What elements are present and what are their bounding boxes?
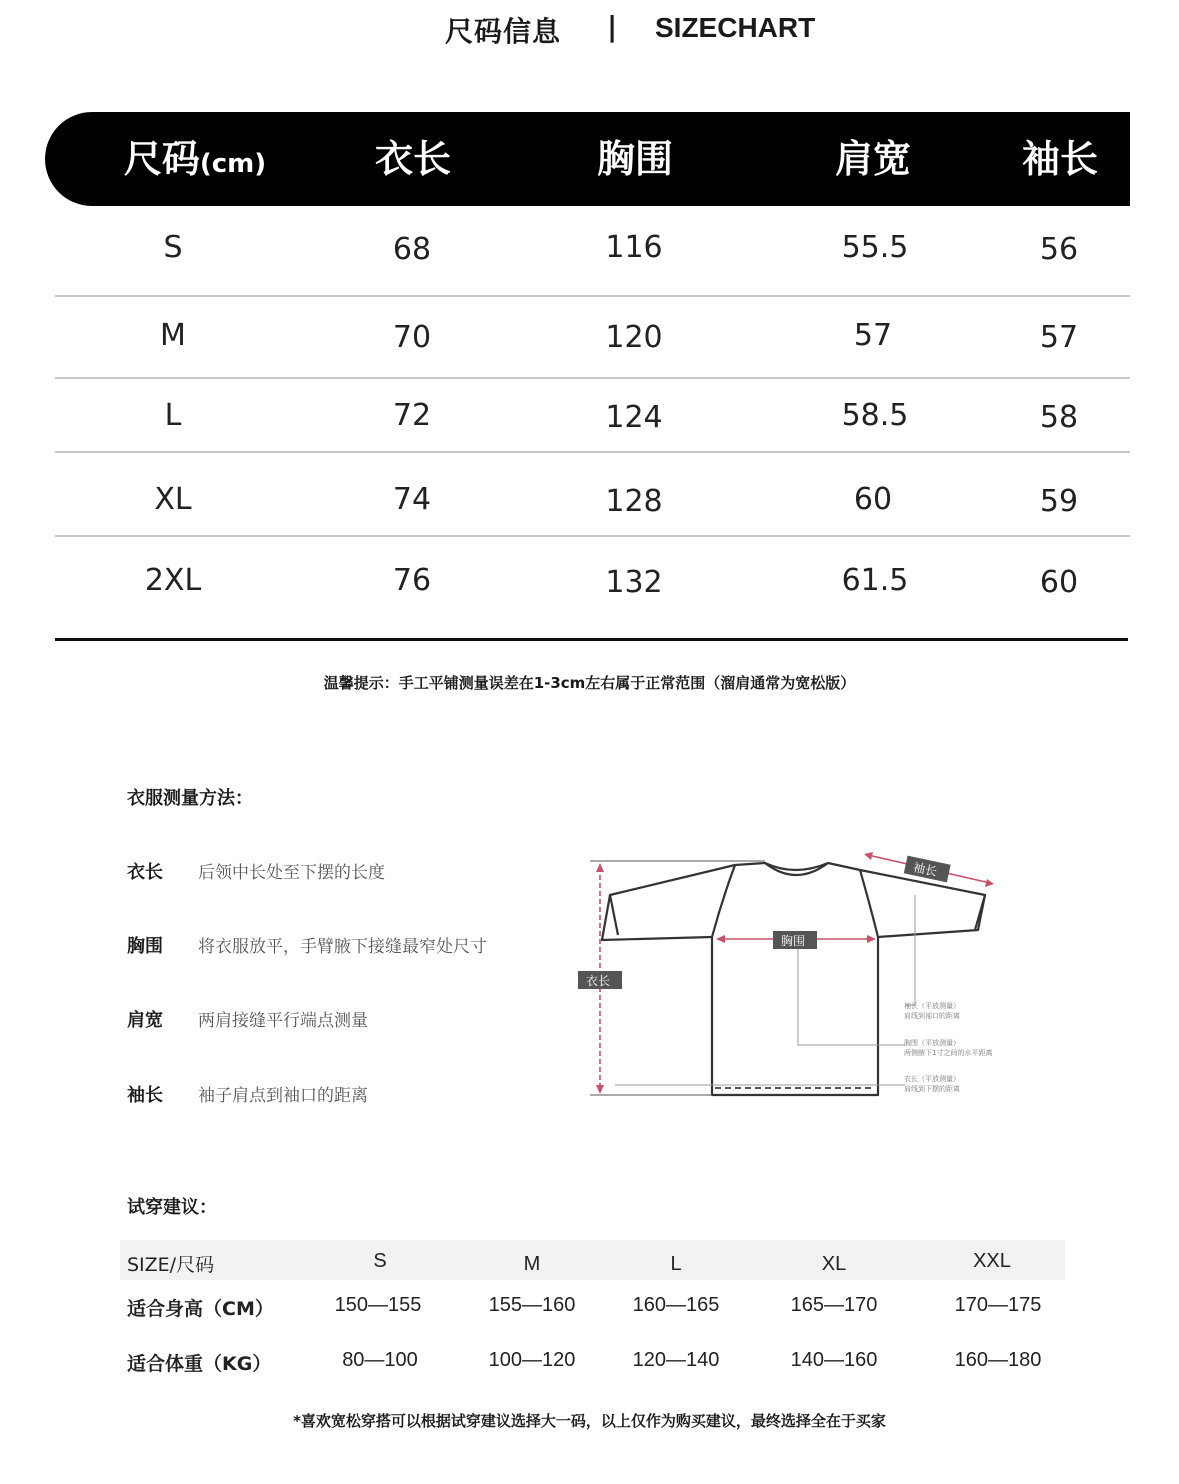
- fit-weight-cell: 140—160: [790, 1349, 878, 1371]
- measure-section-title: 衣服测量方法：: [127, 788, 253, 809]
- fit-size-s: S: [373, 1250, 387, 1272]
- cell-chest: 120: [605, 320, 663, 355]
- measure-desc-chest: 将衣服放平，手臂腋下接缝最窄处尺寸: [198, 937, 487, 957]
- fit-header-label: SIZE/尺码: [127, 1254, 215, 1276]
- garment-measurement-diagram: [570, 845, 1050, 1110]
- sleeve-label: 袖长: [911, 860, 939, 879]
- cell-sleeve: 57: [1039, 320, 1079, 355]
- cell-shoulder: 60: [853, 482, 893, 517]
- fit-height-label: 适合身高（CM）: [127, 1298, 274, 1320]
- measure-label-shoulder: 肩宽: [127, 1010, 163, 1031]
- cell-size: 2XL: [144, 563, 202, 598]
- fit-size-xl: XL: [821, 1253, 847, 1275]
- fit-size-xxl: XXL: [973, 1250, 1011, 1272]
- cell-chest: 128: [605, 484, 663, 519]
- fit-height-cell: 160—165: [632, 1294, 720, 1316]
- page-title-english: SIZECHART: [655, 12, 816, 43]
- fit-weight-cell: 160—180: [954, 1349, 1042, 1371]
- note-length-line1: 衣长（平放测量）: [904, 1075, 960, 1083]
- measure-label-length: 衣长: [127, 862, 163, 883]
- cell-sleeve: 59: [1039, 484, 1079, 519]
- cell-shoulder: 57: [853, 318, 893, 353]
- measure-desc-shoulder: 两肩接缝平行端点测量: [198, 1011, 368, 1031]
- row-divider: [55, 451, 1130, 453]
- size-table-header: [45, 112, 1130, 206]
- fit-weight-label: 适合体重（KG）: [127, 1353, 272, 1375]
- cell-size: L: [164, 398, 182, 433]
- note-length-line2: 肩线到下摆的距离: [904, 1085, 960, 1093]
- fit-weight-cell: 100—120: [488, 1349, 576, 1371]
- cell-shoulder: 55.5: [841, 230, 909, 265]
- cell-shoulder: 58.5: [841, 398, 909, 433]
- cell-size: XL: [154, 482, 192, 517]
- fit-height-cell: 165—170: [790, 1294, 878, 1316]
- tshirt-outline: [602, 863, 985, 1095]
- fit-size-m: M: [523, 1253, 541, 1275]
- row-divider: [55, 377, 1130, 379]
- measure-label-chest: 胸围: [127, 936, 163, 957]
- header-chest: 胸围: [596, 137, 673, 181]
- fit-height-cell: 150—155: [334, 1294, 422, 1316]
- measure-desc-length: 后领中长处至下摆的长度: [198, 863, 385, 883]
- cell-size: S: [163, 230, 183, 265]
- fit-weight-cell: 80—100: [342, 1349, 418, 1371]
- cell-chest: 124: [605, 400, 663, 435]
- cell-size: M: [160, 318, 186, 353]
- fit-height-cell: 155—160: [488, 1294, 576, 1316]
- title-separator: |: [607, 10, 618, 43]
- cell-length: 70: [392, 320, 432, 355]
- fit-size-l: L: [670, 1253, 682, 1275]
- table-bottom-rule: [55, 638, 1128, 641]
- note-chest-line2: 两侧腋下1寸之间的水平距离: [904, 1049, 993, 1057]
- cell-shoulder: 61.5: [841, 563, 909, 598]
- cell-length: 76: [392, 563, 432, 598]
- note-chest-line1: 胸围（平放测量）: [904, 1039, 960, 1047]
- note-sleeve-line1: 袖长（平放测量）: [904, 1002, 960, 1010]
- measure-label-sleeve: 袖长: [127, 1085, 163, 1106]
- header-size: [85, 112, 305, 206]
- header-size-label: 尺码: [123, 137, 200, 181]
- cell-length: 74: [392, 482, 432, 517]
- measurement-tip: 温馨提示：手工平铺测量误差在1-3cm左右属于正常范围（溜肩通常为宽松版）: [323, 674, 856, 692]
- note-sleeve-line2: 肩线到袖口的距离: [904, 1012, 960, 1020]
- cell-sleeve: 58: [1039, 400, 1079, 435]
- header-length: 衣长: [374, 137, 451, 181]
- cell-length: 68: [392, 232, 432, 267]
- row-divider: [55, 535, 1130, 537]
- page-title: 尺码信息: [445, 15, 562, 48]
- cell-chest: 116: [605, 230, 663, 265]
- purchase-footnote: *喜欢宽松穿搭可以根据试穿建议选择大一码，以上仅作为购买建议，最终选择全在于买家: [293, 1412, 886, 1430]
- fit-height-cell: 170—175: [954, 1294, 1042, 1316]
- header-sleeve: 袖长: [1021, 137, 1098, 181]
- cell-length: 72: [392, 398, 432, 433]
- fit-weight-cell: 120—140: [632, 1349, 720, 1371]
- length-label: 衣长: [586, 974, 611, 988]
- header-unit: (cm): [199, 149, 267, 179]
- row-divider: [55, 295, 1130, 297]
- cell-sleeve: 60: [1039, 565, 1079, 600]
- measure-desc-sleeve: 袖子肩点到袖口的距离: [198, 1086, 368, 1106]
- header-shoulder: 肩宽: [834, 137, 911, 181]
- cell-sleeve: 56: [1039, 232, 1079, 267]
- fit-section-title: 试穿建议：: [127, 1197, 217, 1218]
- chest-label: 胸围: [781, 934, 806, 948]
- cell-chest: 132: [605, 565, 663, 600]
